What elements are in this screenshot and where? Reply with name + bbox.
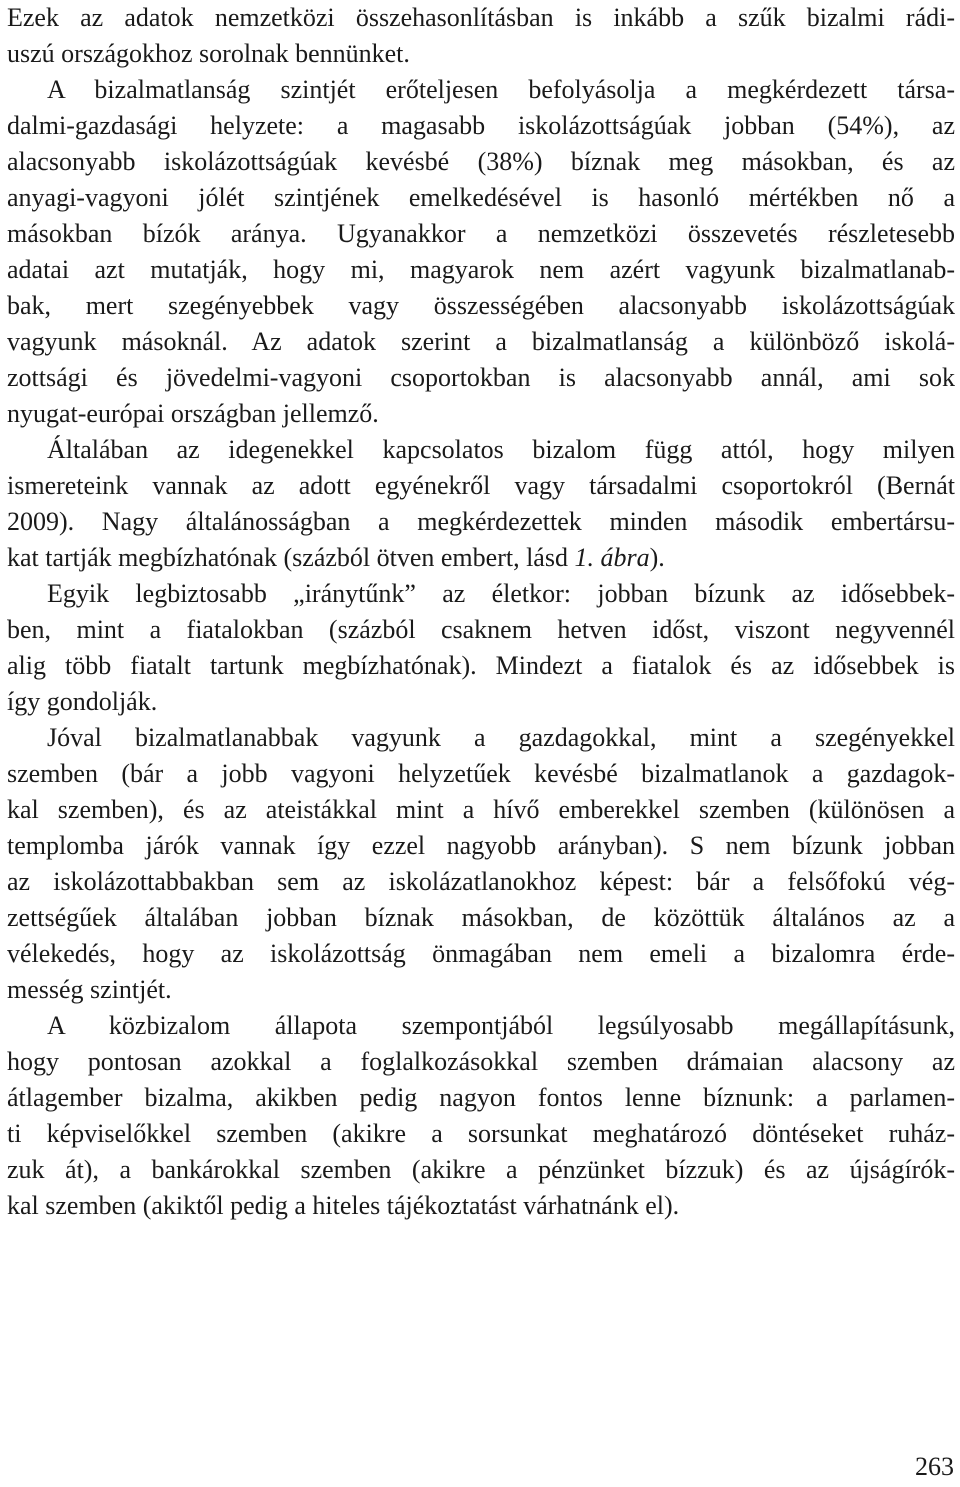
text-line-content: vélekedés, hogy az iskolázottság önmagában nem emeli a bizalomra érde- <box>7 939 955 968</box>
text-line-content: messég szintjét. <box>7 975 172 1004</box>
text-line-content: nyugat-európai országban jellemző. <box>7 399 379 428</box>
text-line-content: adatai azt mutatják, hogy mi, magyarok nem azért vagyunk bizalmatlanab- <box>7 255 955 284</box>
text-line-content: kat tartják megbízhatónak (százból ötven embert, lásd <box>7 543 575 572</box>
text-line <box>7 468 955 504</box>
text-line-content: az iskolázottabbakban sem az iskolázatlanokhoz képest: bár a felsőfokú vég- <box>7 867 955 896</box>
text-line <box>7 648 955 684</box>
text-line <box>7 900 955 936</box>
text-line <box>7 0 955 36</box>
text-line-content: Jóval bizalmatlanabbak vagyunk a gazdagokkal, mint a szegényekkel <box>47 723 955 752</box>
text-line <box>7 1080 955 1116</box>
text-line <box>7 792 955 828</box>
text-line-content: 2009). Nagy általánosságban a megkérdezettek minden második embertársu- <box>7 507 955 536</box>
text-line-content: ti képviselőkkel szemben (akikre a sorsunkat meghatározó döntéseket ruház- <box>7 1119 955 1148</box>
text-line <box>7 1008 955 1044</box>
text-line-content: A bizalmatlanság szintjét erőteljesen befolyásolja a megkérdezett társa- <box>47 75 955 104</box>
text-line <box>7 576 955 612</box>
text-line-content: szemben (bár a jobb vagyoni helyzetűek kevésbé bizalmatlanok a gazdagok- <box>7 759 955 788</box>
text-line <box>7 360 955 396</box>
text-line <box>7 216 955 252</box>
text-line-content: ismereteink vannak az adott egyénekről vagy társadalmi csoportokról (Bernát <box>7 471 955 500</box>
text-line <box>7 756 955 792</box>
text-line <box>7 288 955 324</box>
text-line <box>7 144 955 180</box>
text-line-content: zettségűek általában jobban bíznak másokban, de közöttük általános az a <box>7 903 955 932</box>
text-line <box>7 72 955 108</box>
text-line-content: A közbizalom állapota szempontjából legsúlyosabb megállapításunk, <box>47 1011 955 1040</box>
text-line-content: Egyik legbiztosabb „iránytűnk” az életkor: jobban bízunk az idősebbek- <box>47 579 955 608</box>
text-line <box>7 324 955 360</box>
text-line-content: vagyunk másoknál. Az adatok szerint a bizalmatlanság a különböző iskolá- <box>7 327 955 356</box>
body-text <box>7 0 955 1224</box>
text-line-content: anyagi-vagyoni jólét szintjének emelkedésével is hasonló mértékben nő a <box>7 183 955 212</box>
text-line-content: alig több fiatalt tartunk megbízhatónak). Mindezt a fiatalok és az idősebbek is <box>7 651 955 680</box>
text-line-content: hogy pontosan azokkal a foglalkozásokkal szemben drámaian alacsony az <box>7 1047 955 1076</box>
text-line-content: alacsonyabb iskolázottságúak kevésbé (38%) bíznak meg másokban, és az <box>7 147 955 176</box>
text-line <box>7 540 955 576</box>
page-number: 263 <box>915 1452 954 1481</box>
text-line-content: zuk át), a bankárokkal szemben (akikre a pénzünket bízzuk) és az újságírók- <box>7 1155 955 1184</box>
text-line-content: így gondolják. <box>7 687 158 716</box>
text-line <box>7 1152 955 1188</box>
text-line <box>7 1188 955 1224</box>
text-line <box>7 864 955 900</box>
text-line <box>7 972 955 1008</box>
text-line <box>7 612 955 648</box>
text-line-content: zottsági és jövedelmi-vagyoni csoportokban is alacsonyabb annál, ami sok <box>7 363 955 392</box>
text-line-tail: ). <box>649 543 665 572</box>
text-line <box>7 396 955 432</box>
text-line-content: másokban bízók aránya. Ugyanakkor a nemzetközi összevetés részletesebb <box>7 219 955 248</box>
text-line-content: ben, mint a fiatalokban (százból csaknem hetven időst, viszont negyvennél <box>7 615 955 644</box>
text-line-content: kal szemben), és az ateistákkal mint a hívő emberekkel szemben (különösen a <box>7 795 955 824</box>
text-line <box>7 504 955 540</box>
text-line-content: bak, mert szegényebbek vagy összességében alacsonyabb iskolázottságúak <box>7 291 955 320</box>
text-line <box>7 1116 955 1152</box>
figure-reference: 1. ábra <box>574 543 650 572</box>
text-line-content: uszú országokhoz sorolnak bennünket. <box>7 39 410 68</box>
text-line-content: kal szemben (akiktől pedig a hiteles tájékoztatást várhatnánk el). <box>7 1191 680 1220</box>
text-line <box>7 1044 955 1080</box>
text-line <box>7 180 955 216</box>
text-line <box>7 720 955 756</box>
text-line-content: Általában az idegenekkel kapcsolatos bizalom függ attól, hogy milyen <box>47 435 955 464</box>
text-line-content: Ezek az adatok nemzetközi összehasonlításban is inkább a szűk bizalmi rádi- <box>7 3 955 32</box>
text-line <box>7 936 955 972</box>
text-line-content: dalmi-gazdasági helyzete: a magasabb iskolázottságúak jobban (54%), az <box>7 111 955 140</box>
text-line-content: templomba járók vannak így ezzel nagyobb arányban). S nem bízunk jobban <box>7 831 955 860</box>
text-line-content: átlagember bizalma, akikben pedig nagyon fontos lenne bíznunk: a parlamen- <box>7 1083 955 1112</box>
text-line <box>7 108 955 144</box>
text-line <box>7 684 955 720</box>
text-line <box>7 36 955 72</box>
text-line <box>7 828 955 864</box>
text-line <box>7 252 955 288</box>
text-line <box>7 432 955 468</box>
